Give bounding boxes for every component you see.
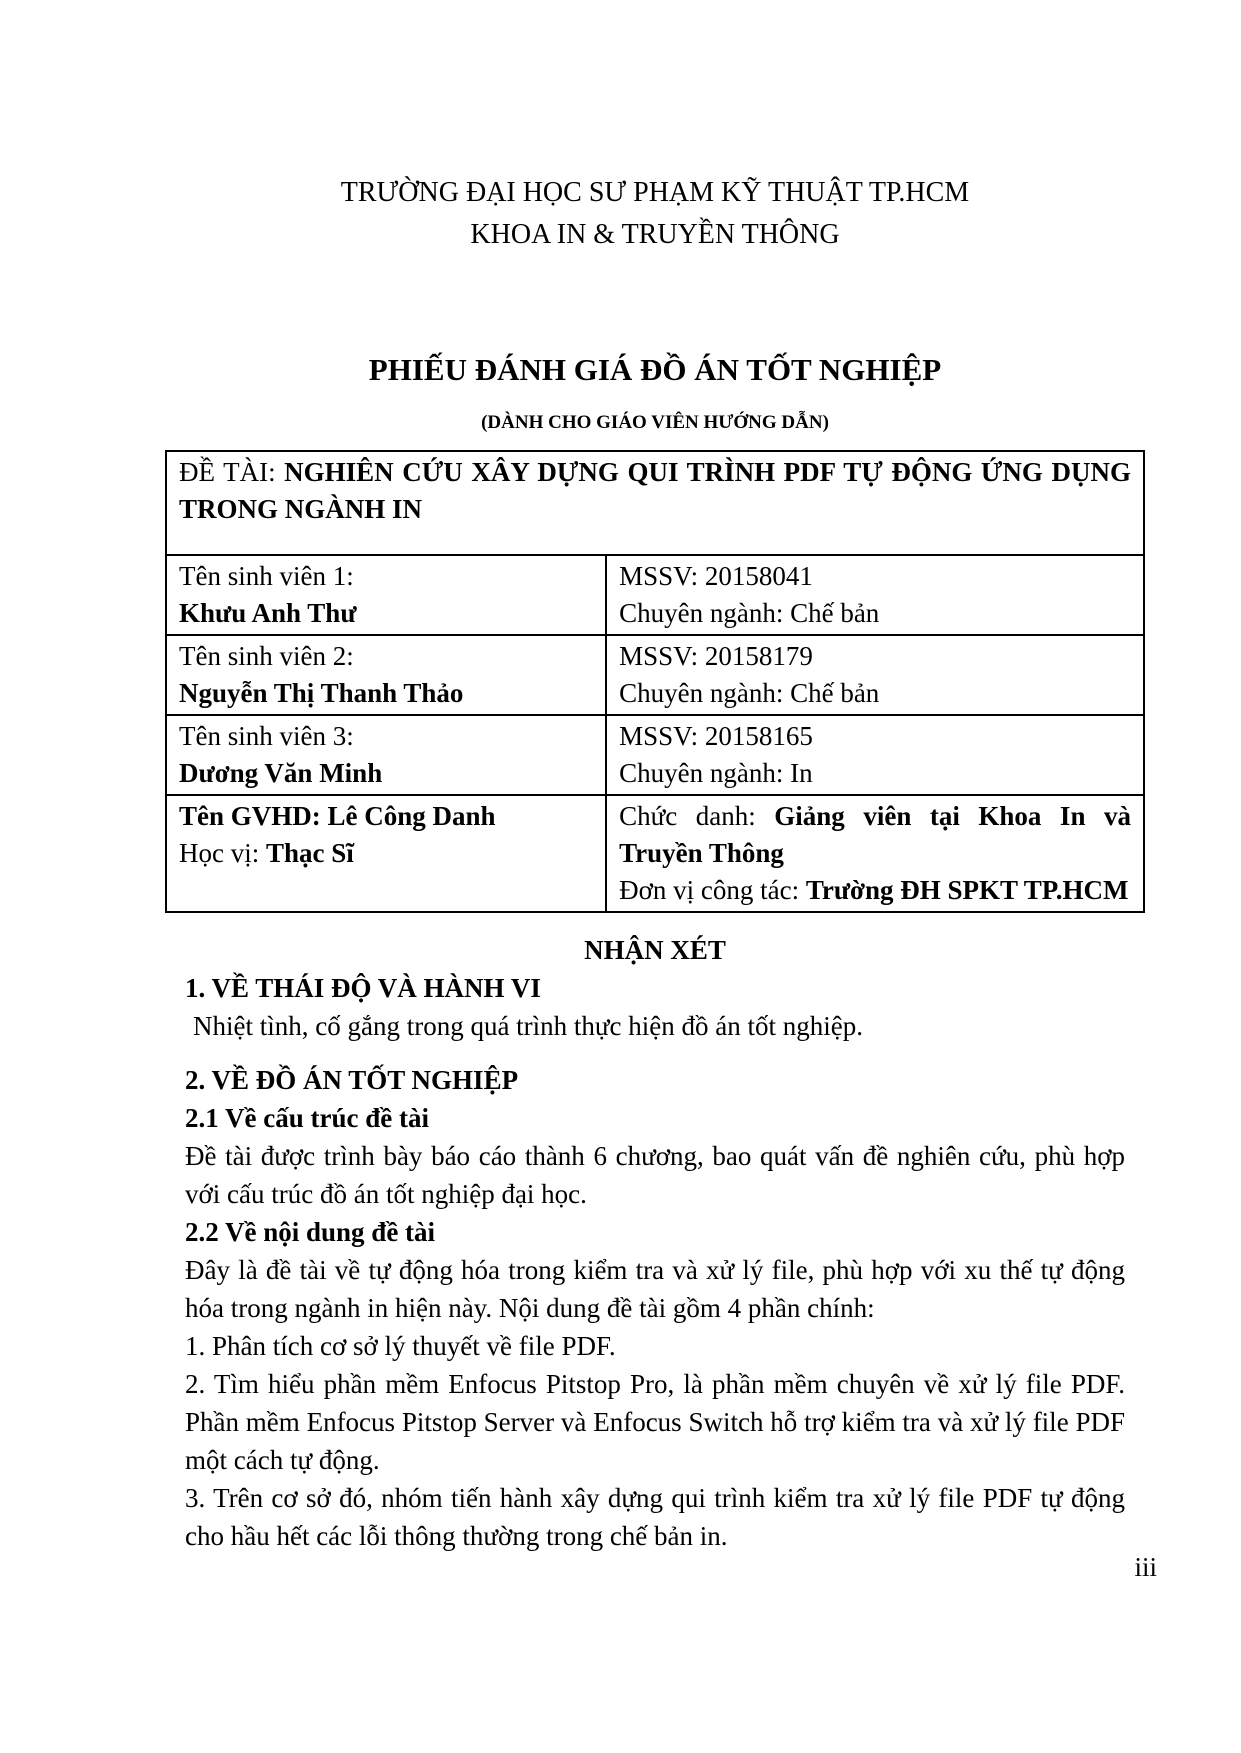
content-item-3: 3. Trên cơ sở đó, nhóm tiến hành xây dựng qui trình kiểm tra xử lý file PDF tự động cho hầu hết các lỗi thông thường trong chế bản in.	[185, 1483, 1125, 1551]
student-2-name: Nguyễn Thị Thanh Thảo	[179, 678, 464, 708]
topic-line-1	[179, 454, 1131, 491]
student-3-label: Tên sinh viên 3:	[179, 721, 354, 751]
document-title: PHIẾU ĐÁNH GIÁ ĐỒ ÁN TỐT NGHIỆP	[368, 352, 942, 387]
advisor-position-part1: Giảng viên tại Khoa In và	[774, 801, 1131, 831]
section-1-heading: 1. VỀ THÁI ĐỘ VÀ HÀNH VI	[185, 973, 541, 1003]
topic-label: ĐỀ TÀI:	[179, 457, 285, 487]
advisor-name-cell	[166, 795, 606, 912]
review-heading: NHẬN XÉT	[584, 935, 726, 965]
topic-title-part1: NGHIÊN CỨU XÂY DỰNG QUI TRÌNH PDF TỰ ĐỘNG ỨNG DỤNG	[284, 457, 1131, 487]
advisor-position-part2: Truyền Thông	[619, 838, 784, 868]
student-3-name-cell	[166, 715, 606, 795]
student-1-mssv: MSSV: 20158041	[619, 561, 813, 591]
section-2-1-body: Đề tài được trình bày báo cáo thành 6 chương, bao quát vấn đề nghiên cứu, phù hợp với cấu trúc đồ án tốt nghiệp đại học.	[185, 1141, 1125, 1209]
advisor-degree: Thạc Sĩ	[266, 838, 354, 868]
org-header	[165, 0, 1145, 256]
student-2-label: Tên sinh viên 2:	[179, 641, 354, 671]
content-item-1: 1. Phân tích cơ sở lý thuyết về file PDF.	[185, 1331, 616, 1361]
student-1-name: Khưu Anh Thư	[179, 598, 357, 628]
student-2-info-cell	[606, 635, 1144, 715]
section-2-2-heading: 2.2 Về nội dung đề tài	[185, 1217, 436, 1247]
document-subtitle: (DÀNH CHO GIÁO VIÊN HƯỚNG DẪN)	[481, 412, 829, 433]
advisor-row	[166, 795, 1144, 912]
page-content	[165, 0, 1145, 1555]
student-1-major: Chuyên ngành: Chế bản	[619, 598, 880, 628]
thesis-info-table	[165, 450, 1145, 913]
advisor-workplace-line	[619, 872, 1131, 909]
student-row-3	[166, 715, 1144, 795]
advisor-info-cell	[606, 795, 1144, 912]
review-section	[185, 931, 1125, 1555]
student-row-1	[166, 555, 1144, 635]
section-2-1-heading: 2.1 Về cấu trúc đề tài	[185, 1103, 429, 1133]
student-2-major: Chuyên ngành: Chế bản	[619, 678, 880, 708]
student-row-2	[166, 635, 1144, 715]
section-2-2-body: Đây là đề tài về tự động hóa trong kiểm tra và xử lý file, phù hợp với xu thế tự động hóa trong ngành in hiện này. Nội dung đề tài gồm 4 phần chính:	[185, 1255, 1125, 1323]
section-2-heading: 2. VỀ ĐỒ ÁN TỐT NGHIỆP	[185, 1065, 519, 1095]
student-3-mssv: MSSV: 20158165	[619, 721, 813, 751]
student-2-name-cell	[166, 635, 606, 715]
student-3-major: Chuyên ngành: In	[619, 758, 813, 788]
student-3-info-cell	[606, 715, 1144, 795]
section-1-body: Nhiệt tình, cố gắng trong quá trình thực hiện đồ án tốt nghiệp.	[193, 1011, 864, 1041]
student-1-name-cell	[166, 555, 606, 635]
student-1-label: Tên sinh viên 1:	[179, 561, 354, 591]
topic-cell	[166, 451, 1144, 555]
page-number: iii	[1134, 1552, 1157, 1582]
advisor-workplace: Trường ĐH SPKT TP.HCM	[805, 875, 1129, 905]
student-3-name: Dương Văn Minh	[179, 758, 383, 788]
advisor-name-line: Tên GVHD: Lê Công Danh	[179, 801, 496, 831]
advisor-degree-line	[179, 835, 593, 872]
university-name: TRƯỜNG ĐẠI HỌC SƯ PHẠM KỸ THUẬT TP.HCM	[340, 177, 970, 208]
faculty-name: KHOA IN & TRUYỀN THÔNG	[470, 219, 840, 250]
content-item-2: 2. Tìm hiểu phần mềm Enfocus Pitstop Pro, là phần mềm chuyên về xử lý file PDF. Phần mềm Enfocus Pitstop Server và Enfocus Switch hỗ trợ kiểm tra và xử lý file PDF một cách tự động.	[185, 1369, 1125, 1475]
advisor-position-line-1	[619, 798, 1131, 835]
topic-title-part2: TRONG NGÀNH IN	[179, 494, 423, 524]
topic-row	[166, 451, 1144, 555]
student-1-info-cell	[606, 555, 1144, 635]
advisor-position-label: Chức danh:	[619, 801, 775, 831]
advisor-workplace-label: Đơn vị công tác:	[619, 875, 806, 905]
student-2-mssv: MSSV: 20158179	[619, 641, 813, 671]
advisor-degree-label: Học vị:	[179, 838, 266, 868]
